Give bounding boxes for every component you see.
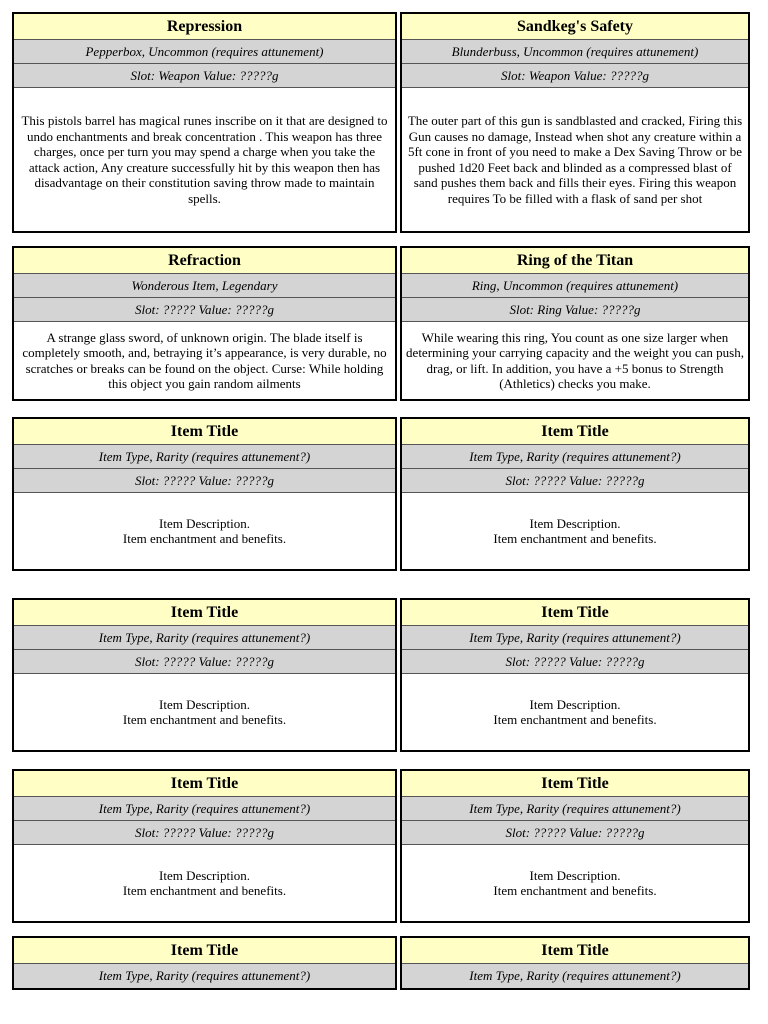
item-type: Item Type, Rarity (requires attunement?) [402,445,748,469]
item-type: Item Type, Rarity (requires attunement?) [14,797,395,821]
item-type: Item Type, Rarity (requires attunement?) [402,797,748,821]
item-description: While wearing this ring, You count as one size larger when determining your carrying capacity and the weight you can push, drag, or lift. In addition, you have a +5 bonus to Strength (Athletics) checks you make. [406,329,744,391]
item-type: Item Type, Rarity (requires attunement?) [402,626,748,650]
item-title: Item Title [14,938,395,964]
item-slot-value: Slot: ????? Value: ?????g [14,298,395,322]
item-description: A strange glass sword, of unknown origin. The blade itself is completely smooth, and, betraying it’s appearance, is very durable, no scratches or breaks can be found on the object. Curse: While holding this object you gain random ailments [22,329,387,391]
item-title: Item Title [14,771,395,797]
item-slot-value: Slot: ????? Value: ?????g [14,469,395,493]
item-title: Item Title [402,771,748,797]
item-title: Ring of the Titan [402,248,748,274]
item-title: Refraction [14,248,395,274]
item-title: Item Title [402,938,748,964]
item-type: Item Type, Rarity (requires attunement?) [402,964,748,988]
item-title: Item Title [14,419,395,445]
item-type: Item Type, Rarity (requires attunement?) [14,445,395,469]
item-card [12,598,397,752]
item-card [400,769,750,923]
item-type: Pepperbox, Uncommon (requires attunement) [14,40,395,64]
item-card [12,417,397,571]
item-card [12,246,397,401]
item-title: Item Title [14,600,395,626]
item-type: Item Type, Rarity (requires attunement?) [14,626,395,650]
item-title: Sandkeg's Safety [402,14,748,40]
item-description: Item Description. Item enchantment and benefits. [493,515,657,546]
item-description: Item Description. Item enchantment and benefits. [122,515,287,546]
item-card [12,769,397,923]
item-description: Item Description. Item enchantment and benefits. [493,867,657,898]
item-slot-value: Slot: Ring Value: ?????g [402,298,748,322]
item-description: Item Description. Item enchantment and benefits. [493,696,657,727]
item-slot-value: Slot: ????? Value: ?????g [402,821,748,845]
item-title: Item Title [402,600,748,626]
item-type: Item Type, Rarity (requires attunement?) [14,964,395,988]
item-slot-value: Slot: ????? Value: ?????g [402,650,748,674]
item-slot-value: Slot: Weapon Value: ?????g [14,64,395,88]
item-card [12,936,397,990]
item-slot-value: Slot: Weapon Value: ?????g [402,64,748,88]
item-title: Repression [14,14,395,40]
item-card [12,12,397,233]
item-type: Blunderbuss, Uncommon (requires attunement) [402,40,748,64]
item-card [400,936,750,990]
item-type: Ring, Uncommon (requires attunement) [402,274,748,298]
item-description: Item Description. Item enchantment and benefits. [122,867,287,898]
item-card [400,12,750,233]
item-description: The outer part of this gun is sandblasted and cracked, Firing this Gun causes no damage, Instead when shot any creature within a 5ft cone in front of you need to make a Dex Saving Throw or be pushed 1d20 Feet back and blinded as a compressed blast of sand pushes them back and fills their eyes. Firing this weapon requires To be filled with a flask of sand per shot [407,113,743,206]
item-card [400,598,750,752]
item-type: Wonderous Item, Legendary [14,274,395,298]
item-card [400,246,750,401]
item-slot-value: Slot: ????? Value: ?????g [402,469,748,493]
item-description: This pistols barrel has magical runes inscribe on it that are designed to undo enchantments and break concentration . This weapon has three charges, once per turn you may spend a charge when you take the attack action, Any creature successfully hit by this weapon then has disadvantage on their constitution saving throw made to maintain spells. [21,113,388,206]
item-description: Item Description. Item enchantment and benefits. [122,696,287,727]
item-slot-value: Slot: ????? Value: ?????g [14,821,395,845]
item-slot-value: Slot: ????? Value: ?????g [14,650,395,674]
item-card [400,417,750,571]
item-title: Item Title [402,419,748,445]
